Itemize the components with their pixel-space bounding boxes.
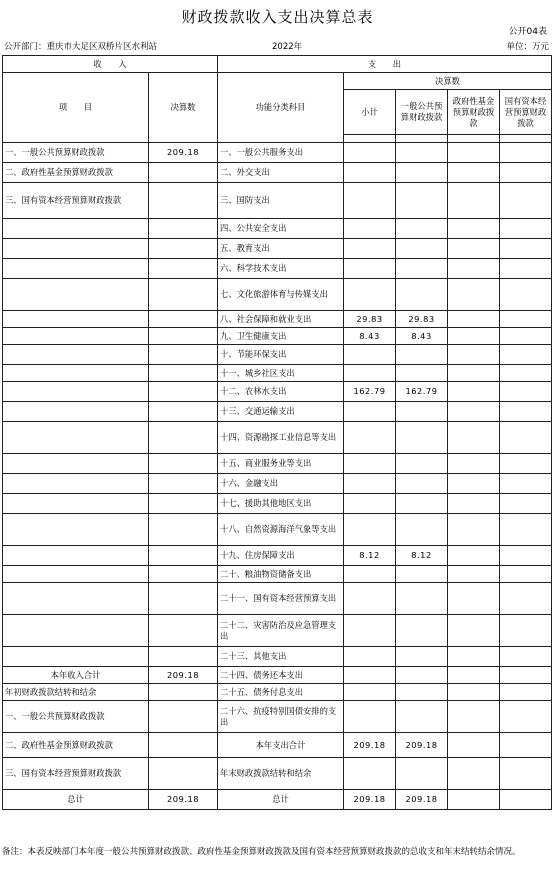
state-cell <box>500 667 552 684</box>
fund-cell <box>448 758 500 790</box>
table-row <box>3 328 552 345</box>
income-amount-cell <box>149 494 218 514</box>
general-cell <box>396 615 448 647</box>
subtotal-cell <box>344 566 396 583</box>
general-cell: 162.79 <box>396 382 448 402</box>
expense-item-cell: 本年支出合计 <box>218 733 344 758</box>
subtotal-cell <box>344 345 396 365</box>
fund-cell <box>448 239 500 259</box>
general-header: 一般公共预算财政拨款 <box>396 90 448 135</box>
table-row <box>3 667 552 684</box>
income-item-cell <box>3 402 149 422</box>
income-item-cell <box>3 566 149 583</box>
general-cell <box>396 454 448 474</box>
fund-cell <box>448 701 500 733</box>
income-amount-cell <box>149 365 218 382</box>
income-amount-cell <box>149 402 218 422</box>
state-cell <box>500 454 552 474</box>
state-header: 国有资本经营预算财政拨款 <box>500 90 552 135</box>
income-item-cell <box>3 583 149 615</box>
department-label: 公开部门：重庆市大足区双桥片区水利站 <box>4 42 158 52</box>
state-cell <box>500 583 552 615</box>
income-amount-cell <box>149 583 218 615</box>
state-cell <box>500 733 552 758</box>
subtotal-cell <box>344 239 396 259</box>
subtotal-cell: 29.83 <box>344 311 396 328</box>
state-cell <box>500 615 552 647</box>
income-item-cell <box>3 494 149 514</box>
general-cell <box>396 667 448 684</box>
table-row <box>3 790 552 810</box>
fund-cell <box>448 615 500 647</box>
general-cell <box>396 647 448 667</box>
expense-item-cell: 十七、援助其他地区支出 <box>218 494 344 514</box>
income-amount-cell <box>149 259 218 279</box>
state-cell <box>500 514 552 546</box>
income-amount-cell <box>149 546 218 566</box>
fund-header: 政府性基金预算财政拨款 <box>448 90 500 135</box>
table-row <box>3 514 552 546</box>
general-cell <box>396 514 448 546</box>
subtotal-cell <box>344 615 396 647</box>
income-amount-cell <box>149 279 218 311</box>
fund-cell <box>448 143 500 163</box>
income-item-cell: 二、政府性基金预算财政拨款 <box>3 733 149 758</box>
general-cell: 29.83 <box>396 311 448 328</box>
fund-cell <box>448 382 500 402</box>
subtotal-header: 小计 <box>344 90 396 135</box>
expense-item-cell: 十六、金融支出 <box>218 474 344 494</box>
income-item-cell <box>3 279 149 311</box>
general-cell <box>396 345 448 365</box>
subtotal-cell <box>344 183 396 219</box>
income-amount-cell: 209.18 <box>149 667 218 684</box>
budget-table <box>2 55 552 810</box>
expense-item-cell: 二十二、灾害防治及应急管理支出 <box>218 615 344 647</box>
table-row <box>3 345 552 365</box>
state-cell <box>500 402 552 422</box>
page-title: 财政拨款收入支出决算总表 <box>181 8 374 26</box>
general-cell <box>396 163 448 183</box>
fund-cell <box>448 345 500 365</box>
general-cell <box>396 143 448 163</box>
year-label: 2022年 <box>272 42 303 52</box>
table-row <box>3 279 552 311</box>
subtotal-cell <box>344 684 396 701</box>
expense-item-cell: 一、一般公共服务支出 <box>218 143 344 163</box>
income-amount-cell <box>149 454 218 474</box>
subtotal-cell: 8.43 <box>344 328 396 345</box>
fund-cell <box>448 365 500 382</box>
table-row <box>3 382 552 402</box>
subtotal-cell <box>344 758 396 790</box>
general-cell: 8.12 <box>396 546 448 566</box>
income-amount-cell <box>149 758 218 790</box>
state-cell <box>500 701 552 733</box>
subtotal-cell <box>344 583 396 615</box>
income-amount-cell <box>149 311 218 328</box>
income-item-cell: 二、政府性基金预算财政拨款 <box>3 163 149 183</box>
state-cell <box>500 328 552 345</box>
subtotal-cell <box>344 494 396 514</box>
subtotal-cell <box>344 454 396 474</box>
subtotal-cell <box>344 647 396 667</box>
unit-label: 单位：万元 <box>506 42 549 52</box>
subtotal-cell <box>344 279 396 311</box>
function-item-header: 功能分类科目 <box>218 73 344 143</box>
income-amount-cell: 209.18 <box>149 143 218 163</box>
income-item-cell <box>3 514 149 546</box>
income-item-cell <box>3 546 149 566</box>
income-item-cell: 本年收入合计 <box>3 667 149 684</box>
expense-item-cell: 二十六、抗疫特别国债安排的支出 <box>218 701 344 733</box>
state-cell <box>500 365 552 382</box>
fund-cell <box>448 328 500 345</box>
income-amount-cell: 209.18 <box>149 790 218 810</box>
final-amount2-header: 决算数 <box>344 73 552 90</box>
income-amount-cell <box>149 684 218 701</box>
state-cell <box>500 239 552 259</box>
income-item-cell <box>3 382 149 402</box>
income-header: 收 入 <box>3 56 218 73</box>
general-cell <box>396 758 448 790</box>
subtotal-cell <box>344 163 396 183</box>
fund-cell <box>448 733 500 758</box>
income-amount-cell <box>149 701 218 733</box>
income-amount-cell <box>149 474 218 494</box>
table-row <box>3 219 552 239</box>
general-cell <box>396 494 448 514</box>
expense-item-cell: 年末财政拨款结转和结余 <box>218 758 344 790</box>
income-amount-cell <box>149 647 218 667</box>
fund-cell <box>448 583 500 615</box>
general-cell <box>396 402 448 422</box>
table-row <box>3 733 552 758</box>
table-row <box>3 365 552 382</box>
state-cell <box>500 758 552 790</box>
income-item-cell: 一、一般公共预算财政拨款 <box>3 143 149 163</box>
state-cell <box>500 474 552 494</box>
table-row <box>3 422 552 454</box>
form-code: 公开04表 <box>508 27 547 37</box>
subtotal-cell <box>344 667 396 684</box>
general-cell <box>396 219 448 239</box>
expense-item-cell: 六、科学技术支出 <box>218 259 344 279</box>
income-amount-cell <box>149 163 218 183</box>
general-cell <box>396 474 448 494</box>
expense-item-cell: 二十、粮油物资储备支出 <box>218 566 344 583</box>
table-row <box>3 494 552 514</box>
income-item-cell: 一、一般公共预算财政拨款 <box>3 701 149 733</box>
fund-cell <box>448 279 500 311</box>
table-row <box>3 546 552 566</box>
expense-item-cell: 十三、交通运输支出 <box>218 402 344 422</box>
fund-cell <box>448 566 500 583</box>
income-item-cell: 总计 <box>3 790 149 810</box>
general-cell <box>396 183 448 219</box>
subtotal-cell: 162.79 <box>344 382 396 402</box>
final-amount-header: 决算数 <box>149 73 218 143</box>
subtotal-cell: 209.18 <box>344 733 396 758</box>
income-item-cell <box>3 615 149 647</box>
income-item-cell <box>3 219 149 239</box>
expense-header: 支 出 <box>218 56 552 73</box>
income-amount-cell <box>149 733 218 758</box>
expense-item-cell: 三、国防支出 <box>218 183 344 219</box>
expense-item-cell: 九、卫生健康支出 <box>218 328 344 345</box>
income-item-cell <box>3 311 149 328</box>
income-item-cell: 三、国有资本经营预算财政拨款 <box>3 758 149 790</box>
income-item-cell <box>3 422 149 454</box>
expense-item-cell: 十、节能环保支出 <box>218 345 344 365</box>
state-cell <box>500 422 552 454</box>
income-amount-cell <box>149 239 218 259</box>
subtotal-cell <box>344 422 396 454</box>
footnote: 备注：本表反映部门本年度一般公共预算财政拨款、政府性基金预算财政拨款及国有资本经营预算财政拨款的总收支和年末结转结余情况。 <box>2 847 521 857</box>
income-amount-cell <box>149 422 218 454</box>
table-row <box>3 615 552 647</box>
table-row <box>3 143 552 163</box>
income-item-cell <box>3 647 149 667</box>
general-cell: 209.18 <box>396 733 448 758</box>
fund-cell <box>448 684 500 701</box>
subtotal-cell <box>344 474 396 494</box>
subtotal-cell <box>344 219 396 239</box>
fund-cell <box>448 494 500 514</box>
income-item-cell <box>3 328 149 345</box>
fund-cell <box>448 454 500 474</box>
table-row <box>3 259 552 279</box>
state-cell <box>500 684 552 701</box>
expense-item-cell: 七、文化旅游体育与传媒支出 <box>218 279 344 311</box>
fund-cell <box>448 402 500 422</box>
table-row <box>3 454 552 474</box>
general-cell <box>396 259 448 279</box>
table-row <box>3 183 552 219</box>
expense-item-cell: 十八、自然资源海洋气象等支出 <box>218 514 344 546</box>
expense-item-cell: 二十四、债务还本支出 <box>218 667 344 684</box>
state-cell <box>500 219 552 239</box>
fund-cell <box>448 219 500 239</box>
subtotal-cell: 8.12 <box>344 546 396 566</box>
state-cell <box>500 183 552 219</box>
expense-item-cell: 二十三、其他支出 <box>218 647 344 667</box>
general-cell <box>396 365 448 382</box>
table-row <box>3 583 552 615</box>
income-item-cell <box>3 345 149 365</box>
state-cell <box>500 143 552 163</box>
general-cell <box>396 684 448 701</box>
table-row <box>3 163 552 183</box>
table-row <box>3 311 552 328</box>
general-cell <box>396 566 448 583</box>
table-row <box>3 239 552 259</box>
income-item-cell <box>3 454 149 474</box>
expense-item-cell: 十四、资源勘探工业信息等支出 <box>218 422 344 454</box>
state-cell <box>500 382 552 402</box>
income-item-cell <box>3 474 149 494</box>
subtotal-cell <box>344 259 396 279</box>
general-cell: 209.18 <box>396 790 448 810</box>
subtotal-cell <box>344 514 396 546</box>
income-amount-cell <box>149 345 218 365</box>
expense-item-cell: 二十一、国有资本经营预算支出 <box>218 583 344 615</box>
state-cell <box>500 566 552 583</box>
table-row <box>3 758 552 790</box>
general-cell <box>396 422 448 454</box>
fund-cell <box>448 422 500 454</box>
fund-cell <box>448 647 500 667</box>
general-cell <box>396 583 448 615</box>
state-cell <box>500 546 552 566</box>
table-row <box>3 566 552 583</box>
fund-cell <box>448 259 500 279</box>
income-amount-cell <box>149 328 218 345</box>
general-cell <box>396 701 448 733</box>
income-item-cell <box>3 239 149 259</box>
subtotal-cell <box>344 143 396 163</box>
state-cell <box>500 163 552 183</box>
subtotal-cell: 209.18 <box>344 790 396 810</box>
expense-item-cell: 八、社会保障和就业支出 <box>218 311 344 328</box>
income-item-cell <box>3 259 149 279</box>
income-amount-cell <box>149 615 218 647</box>
general-cell: 8.43 <box>396 328 448 345</box>
income-item-cell: 年初财政拨款结转和结余 <box>3 684 149 701</box>
item-header: 项 目 <box>3 73 149 143</box>
income-amount-cell <box>149 219 218 239</box>
income-amount-cell <box>149 382 218 402</box>
table-row <box>3 701 552 733</box>
state-cell <box>500 279 552 311</box>
state-cell <box>500 790 552 810</box>
fund-cell <box>448 667 500 684</box>
table-row <box>3 402 552 422</box>
income-item-cell <box>3 365 149 382</box>
income-amount-cell <box>149 183 218 219</box>
subtotal-cell <box>344 402 396 422</box>
fund-cell <box>448 474 500 494</box>
fund-cell <box>448 514 500 546</box>
income-item-cell: 三、国有资本经营预算财政拨款 <box>3 183 149 219</box>
fund-cell <box>448 790 500 810</box>
expense-item-cell: 十二、农林水支出 <box>218 382 344 402</box>
state-cell <box>500 259 552 279</box>
expense-item-cell: 五、教育支出 <box>218 239 344 259</box>
expense-item-cell: 总计 <box>218 790 344 810</box>
state-cell <box>500 311 552 328</box>
state-cell <box>500 345 552 365</box>
fund-cell <box>448 183 500 219</box>
expense-item-cell: 二、外交支出 <box>218 163 344 183</box>
expense-item-cell: 十九、住房保障支出 <box>218 546 344 566</box>
table-row <box>3 647 552 667</box>
expense-item-cell: 二十五、债务付息支出 <box>218 684 344 701</box>
income-amount-cell <box>149 514 218 546</box>
state-cell <box>500 647 552 667</box>
expense-item-cell: 十五、商业服务业等支出 <box>218 454 344 474</box>
fund-cell <box>448 163 500 183</box>
fund-cell <box>448 311 500 328</box>
expense-item-cell: 十一、城乡社区支出 <box>218 365 344 382</box>
table-row <box>3 684 552 701</box>
subtotal-cell <box>344 365 396 382</box>
expense-item-cell: 四、公共安全支出 <box>218 219 344 239</box>
state-cell <box>500 494 552 514</box>
fund-cell <box>448 546 500 566</box>
general-cell <box>396 239 448 259</box>
general-cell <box>396 279 448 311</box>
subtotal-cell <box>344 701 396 733</box>
table-row <box>3 474 552 494</box>
income-amount-cell <box>149 566 218 583</box>
